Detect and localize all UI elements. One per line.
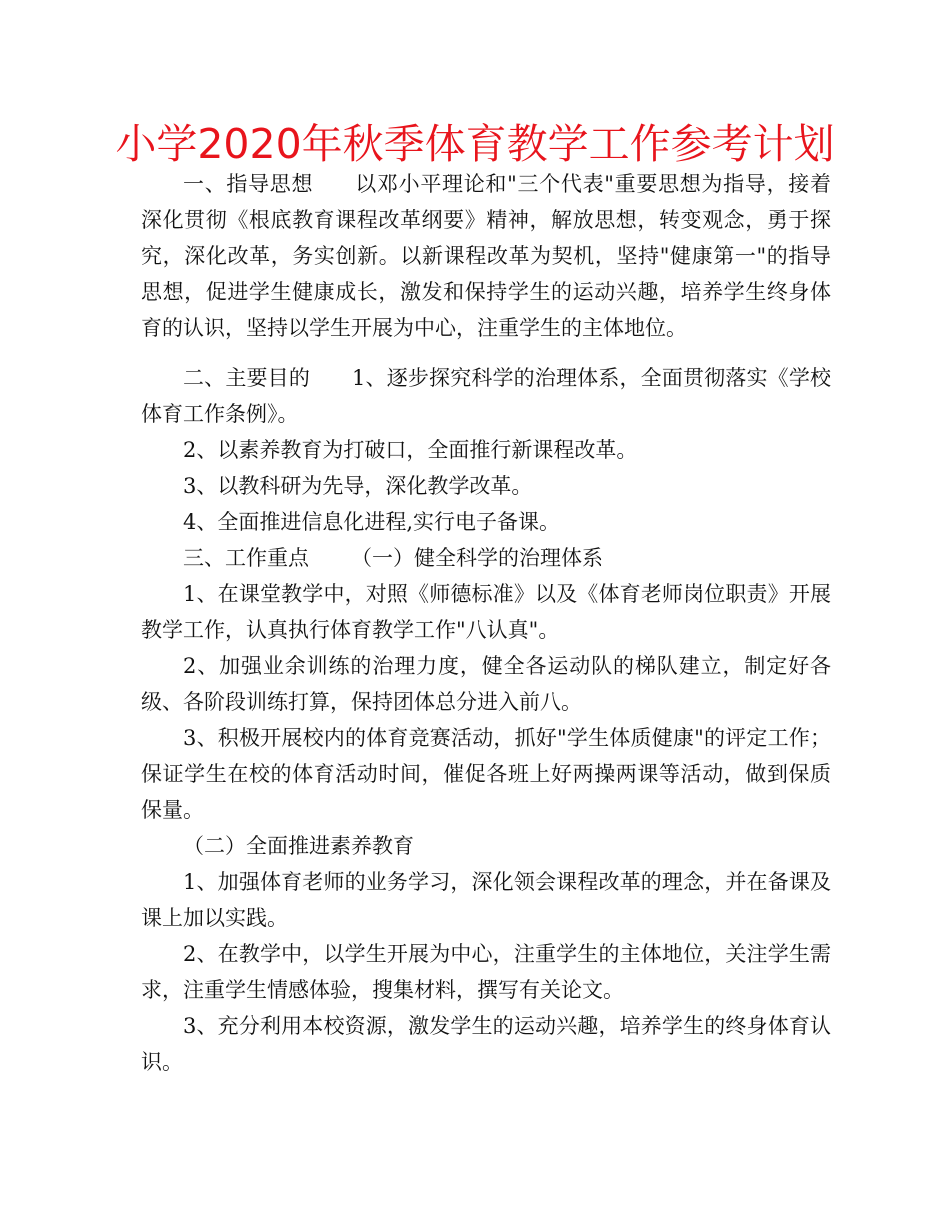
paragraph-text: 3、充分利用本校资源，激发学生的运动兴趣，培养学生的终身体育认识。 [141,1014,831,1074]
paragraph-text: 4、全面推进信息化进程,实行电子备课。 [183,510,561,534]
paragraph-text: 2、在教学中，以学生开展为中心，注重学生的主体地位，关注学生需求，注重学生情感体验，搜集材料，撰写有关论文。 [141,942,831,1002]
paragraph-goal-3 [141,468,831,504]
section-label: 一、指导思想 [183,172,314,196]
document-title: 小学2020年秋季体育教学工作参考计划 [115,120,835,168]
paragraph-guiding-ideology [141,166,831,346]
paragraph-text: 2、加强业余训练的治理力度，健全各运动队的梯队建立，制定好各级、各阶段训练打算，保持团体总分进入前八。 [141,654,831,714]
paragraph-focus-2 [141,648,831,720]
paragraph-goal-4 [141,504,831,540]
section-label: 三、工作重点 [183,546,309,570]
paragraph-main-goals [141,360,831,432]
paragraph-text: 1、在课堂教学中，对照《师德标准》以及《体育老师岗位职责》开展教学工作，认真执行体育教学工作"八认真"。 [141,582,831,642]
section-label: 二、主要目的 [183,366,310,390]
paragraph-text: （一）健全科学的治理体系 [351,546,603,570]
paragraph-quality-3 [141,1008,831,1080]
paragraph-work-focus [141,540,831,576]
paragraph-subsection-2 [141,828,831,864]
paragraph-quality-1 [141,864,831,936]
paragraph-text: 以邓小平理论和"三个代表"重要思想为指导，接着深化贯彻《根底教育课程改革纲要》精神，解放思想，转变观念，勇于探究，深化改革，务实创新。以新课程改革为契机，坚持"健康第一"的指导思想，促进学生健康成长，激发和保持学生的运动兴趣，培养学生终身体育的认识，坚持以学生开展为中心，注重学生的主体地位。 [141,172,831,340]
paragraph-text: 1、逐步探究科学的治理体系，全面贯彻落实《学校体育工作条例》。 [141,366,832,426]
paragraph-quality-2 [141,936,831,1008]
paragraph-focus-3 [141,720,831,828]
paragraph-text: （二）全面推进素养教育 [183,834,414,858]
paragraph-text: 2、以素养教育为打破口，全面推行新课程改革。 [183,438,638,462]
paragraph-goal-2 [141,432,831,468]
document-body [141,166,831,1080]
paragraph-focus-1 [141,576,831,648]
paragraph-text: 3、积极开展校内的体育竞赛活动，抓好"学生体质健康"的评定工作；保证学生在校的体育活动时间，催促各班上好两操两课等活动，做到保质保量。 [141,726,831,822]
paragraph-text: 3、以教科研为先导，深化教学改革。 [183,474,533,498]
paragraph-text: 1、加强体育老师的业务学习，深化领会课程改革的理念，并在备课及课上加以实践。 [141,870,831,930]
